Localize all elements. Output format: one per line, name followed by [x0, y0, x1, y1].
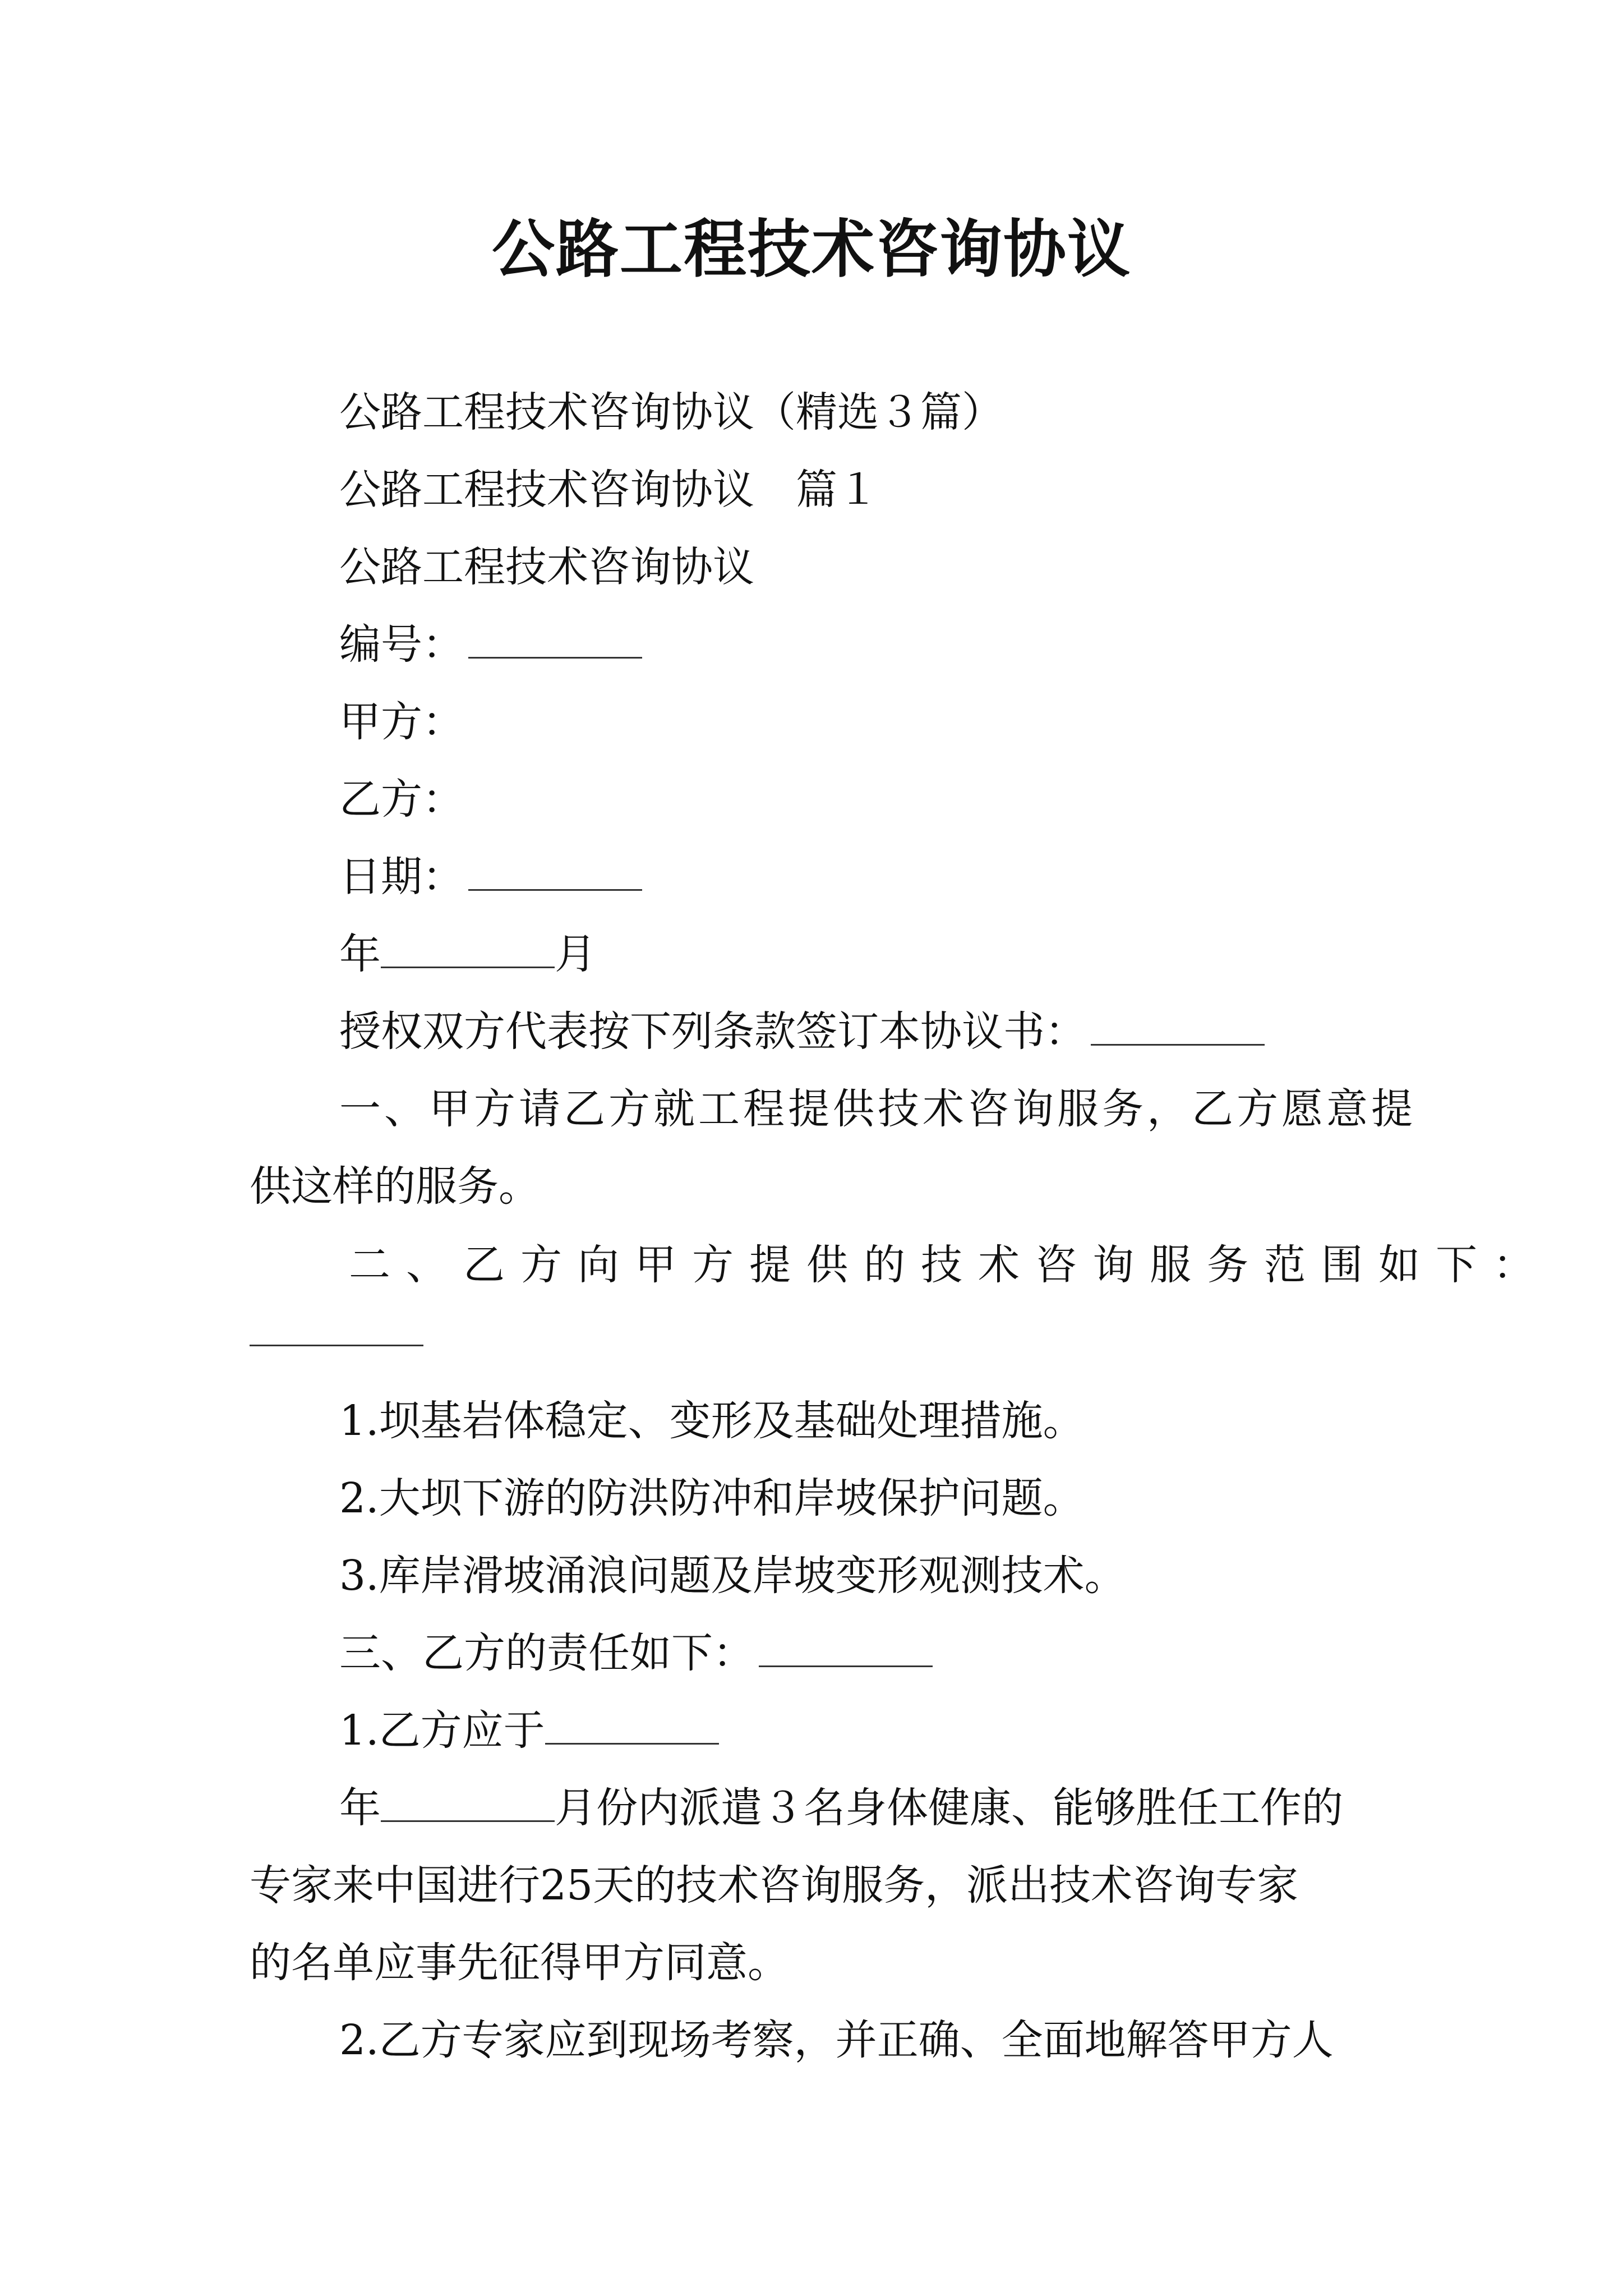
scope-item-2: 2.大坝下游的防洪防冲和岸坡保护问题。 — [339, 1474, 1085, 1522]
clause-three — [339, 1628, 933, 1678]
clause-two-blank-line — [250, 1307, 423, 1358]
number-field — [339, 619, 642, 670]
date-field — [339, 852, 642, 902]
scope-item-3: 3.库岸滑坡涌浪问题及岸坡变形观测技术。 — [339, 1552, 1126, 1600]
month-text: 月 — [555, 930, 596, 978]
duty-1-cont-line2: 专家来中国进行25天的技术咨询服务，派出技术咨询专家 — [250, 1861, 1299, 1910]
duty-1-year-blank — [381, 1787, 555, 1822]
clause-two-blank — [250, 1311, 423, 1346]
duty-1-cont-line1 — [339, 1783, 1343, 1833]
clause-one-line1: 一、甲方请乙方就工程提供技术咨询服务，乙方愿意提 — [339, 1085, 1416, 1133]
year-text: 年 — [339, 930, 381, 978]
document-title: 公路工程技术咨询协议 — [492, 213, 1131, 286]
signing-text: 授权双方代表按下列条款签订本协议书： — [339, 1007, 1086, 1056]
clause-one-line2: 供这样的服务。 — [250, 1162, 540, 1211]
party-b-field — [339, 774, 464, 825]
year-blank — [381, 933, 555, 968]
party-a-label: 甲方： — [339, 698, 464, 746]
duty-1-text: 1.乙方应于 — [339, 1706, 545, 1755]
date-blank — [468, 855, 642, 891]
duty-2-line: 2.乙方专家应到现场考察，并正确、全面地解答甲方人 — [339, 2016, 1334, 2064]
clause-three-blank — [759, 1632, 933, 1667]
duty-1-cont-line3: 的名单应事先征得甲方同意。 — [250, 1939, 789, 1987]
party-a-field — [339, 697, 464, 747]
agreement-name-line: 公路工程技术咨询协议 — [339, 543, 754, 591]
section-heading: 公路工程技术咨询协议 篇１ — [339, 466, 879, 514]
duty-1-month-text: 月份内派遣３名身体健康、能够胜任工作的 — [555, 1784, 1343, 1832]
number-label: 编号： — [339, 620, 464, 669]
duty-1-line — [339, 1705, 719, 1756]
signing-blank — [1091, 1010, 1265, 1046]
subtitle-line: 公路工程技术咨询协议（精选３篇） — [339, 388, 1003, 436]
year-month-line — [339, 929, 596, 979]
number-blank — [468, 623, 642, 659]
party-b-label: 乙方： — [339, 775, 464, 823]
duty-1-blank — [545, 1709, 719, 1745]
signing-clause — [339, 1006, 1265, 1057]
date-label: 日期： — [339, 853, 464, 901]
duty-1-year: 年 — [339, 1784, 381, 1832]
clause-two: 二、乙方向甲方提供的技术咨询服务范围如下： — [349, 1241, 1550, 1289]
scope-item-1: 1.坝基岩体稳定、变形及基础处理措施。 — [339, 1397, 1085, 1445]
clause-three-text: 三、乙方的责任如下： — [339, 1629, 754, 1677]
